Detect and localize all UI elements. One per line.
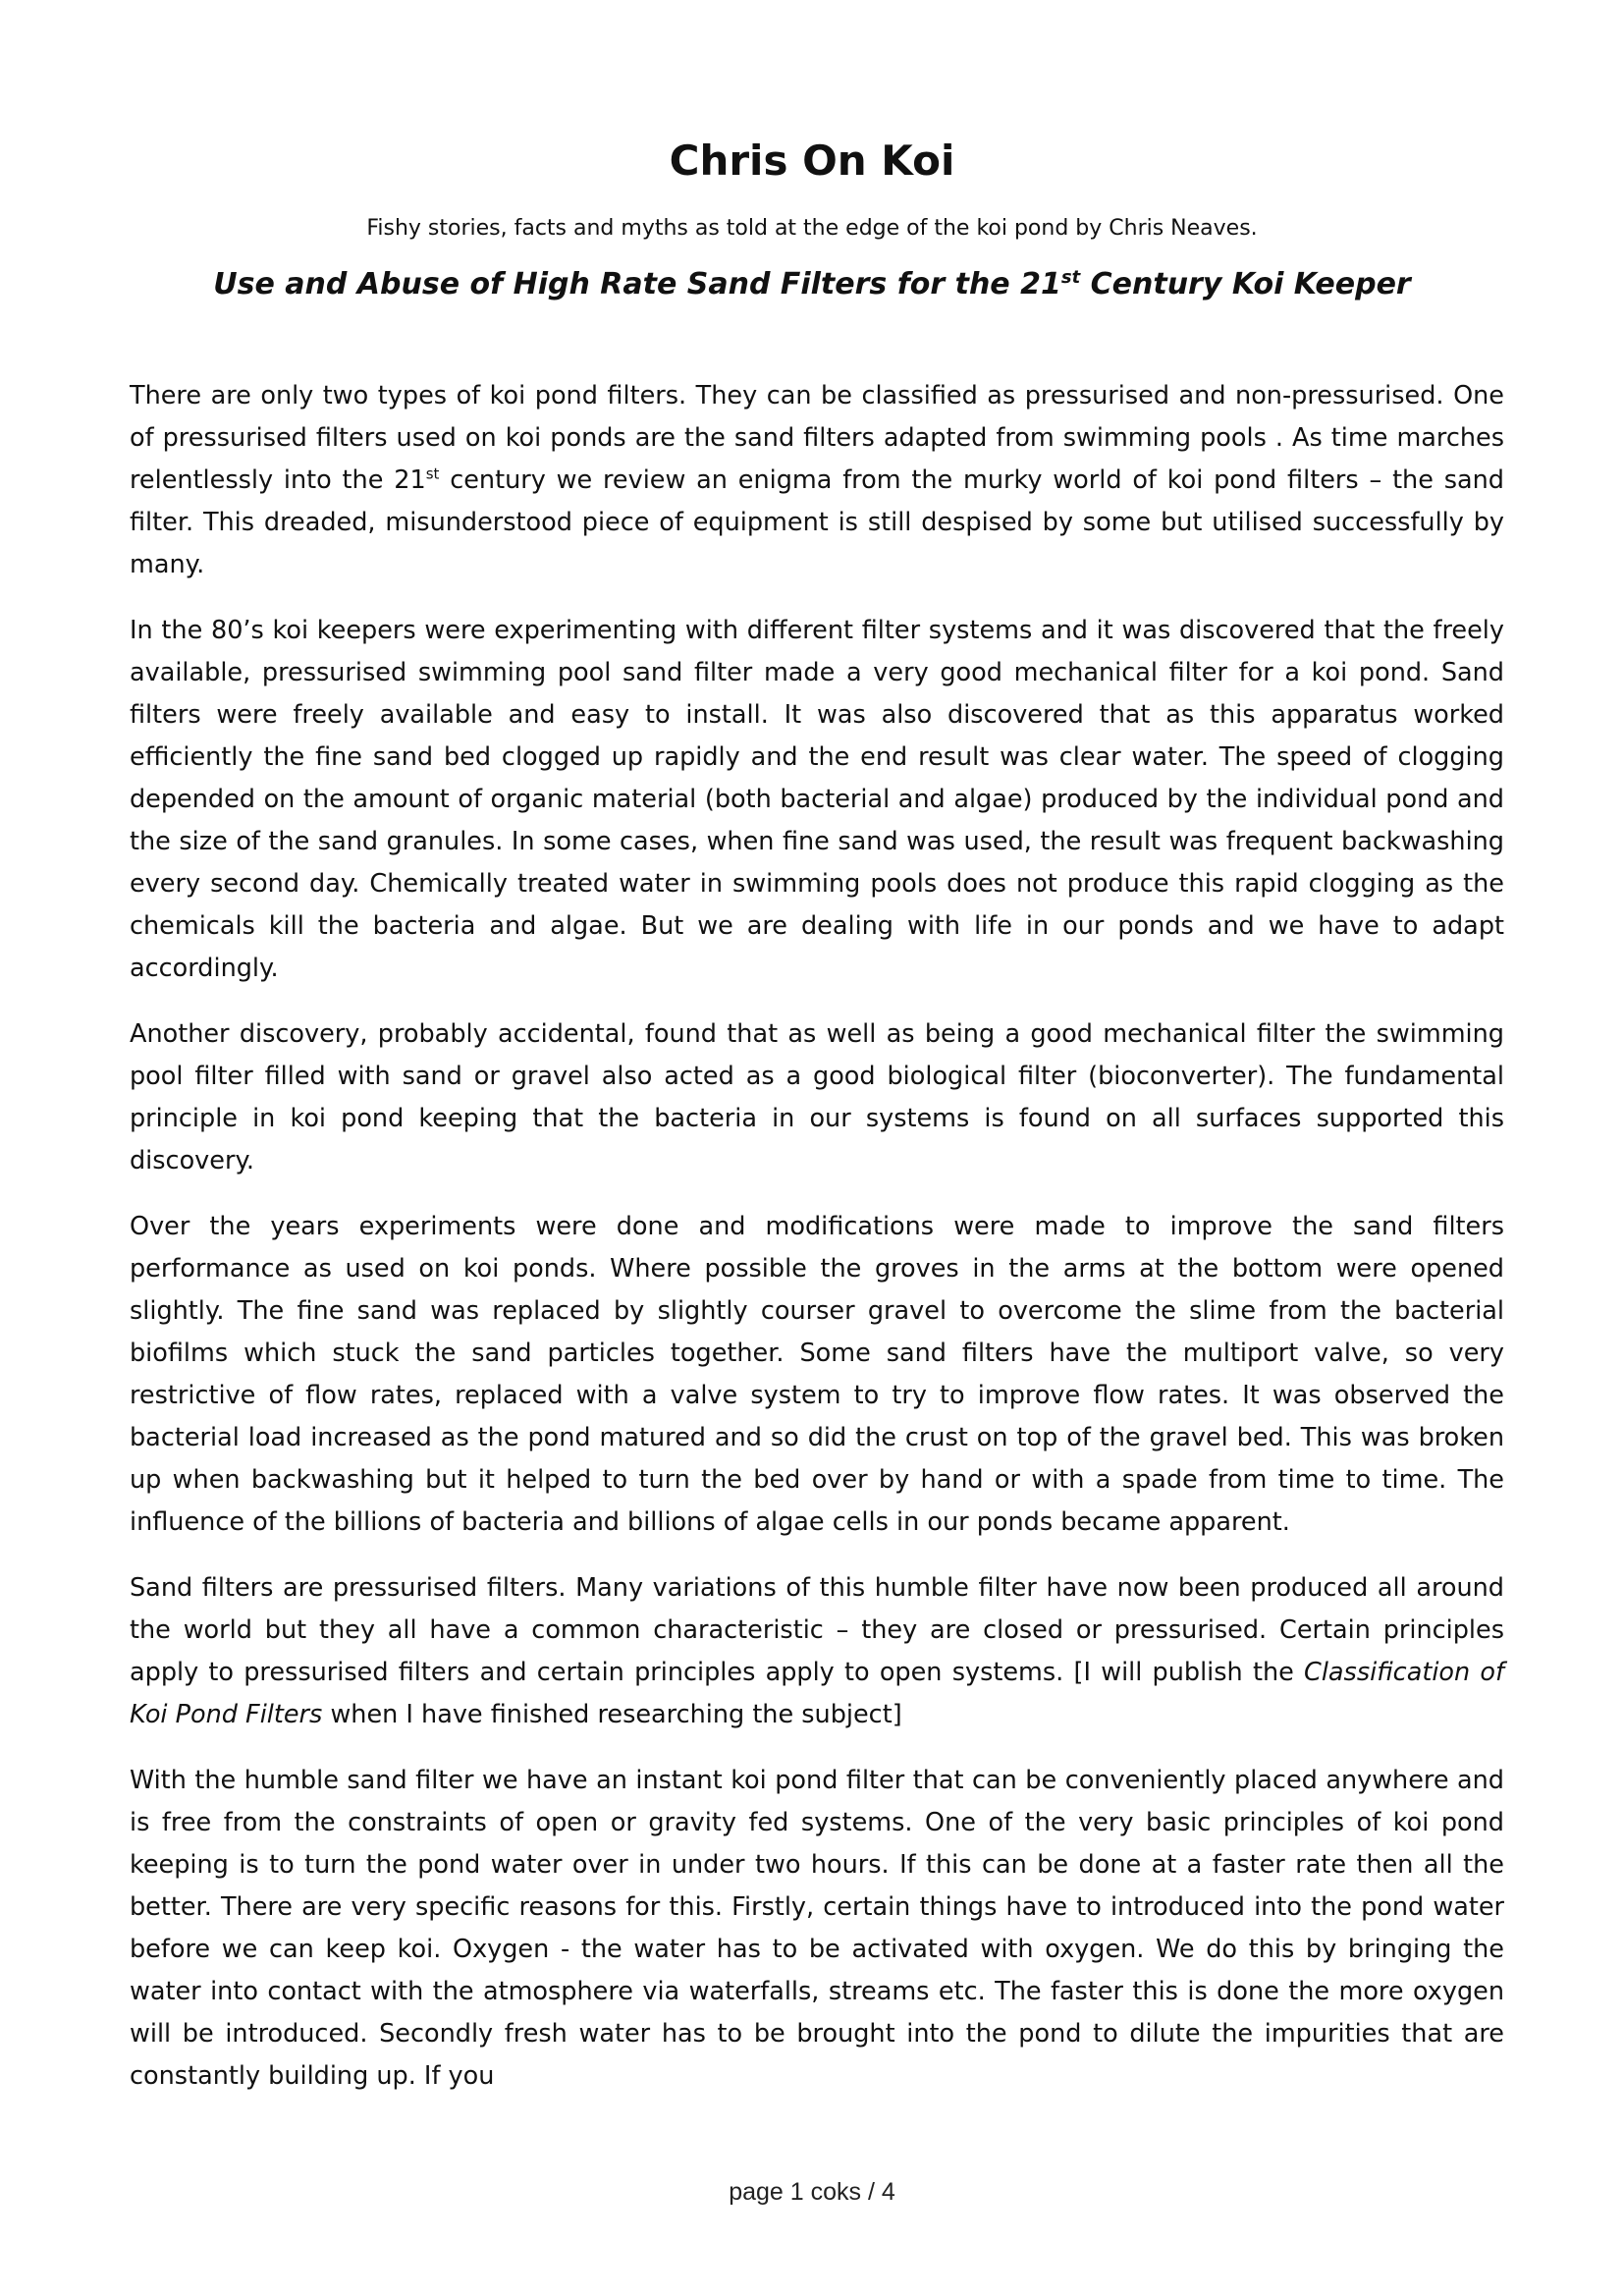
paragraph-5-text-start: Sand filters are pressurised filters. Many variations of this humble filter have now been produced all around the world but they all have a common characteristic – they are closed or pressurised. Certain principles apply to pressurised filters and certain principles apply to open systems. [I will publish the xyxy=(130,1573,1504,1687)
article-title-text-start: Use and Abuse of High Rate Sand Filters for the 21 xyxy=(213,267,1061,301)
paragraph-1 xyxy=(130,375,1504,586)
paragraph-4: Over the years experiments were done and modifications were made to improve the sand filters performance as used on koi ponds. Where possible the groves in the arms at the bottom were opened slightly. The fine sand was replaced by slightly courser gravel to overcome the slime from the bacterial biofilms which stuck the sand particles together. Some sand filters have the multiport valve, so very restrictive of flow rates, replaced with a valve system to try to improve flow rates. It was observed the bacterial load increased as the pond matured and so did the crust on top of the gravel bed. This was broken up when backwashing but it helped to turn the bed over by hand or with a spade from time to time. The influence of the billions of bacteria and billions of algae cells in our ponds became apparent. xyxy=(130,1212,1504,1537)
article-body xyxy=(130,375,1504,2121)
page-title: Chris On Koi xyxy=(669,137,955,185)
article-title-text-end: Century Koi Keeper xyxy=(1080,267,1411,301)
paragraph-5-text-end: when I have finished researching the subject] xyxy=(322,1700,902,1729)
page-subtitle: Fishy stories, facts and myths as told at the edge of the koi pond by Chris Neaves. xyxy=(366,216,1258,241)
paragraph-3: Another discovery, probably accidental, found that as well as being a good mechanical filter the swimming pool filter filled with sand or gravel also acted as a good biological filter (bioconverter). The fundamental principle in koi pond keeping that the bacteria in our systems is found on all surfaces supported this discovery. xyxy=(130,1019,1504,1175)
paragraph-1-text-start: There are only two types of koi pond filters. They can be classified as pressurised and non-pressurised. One of pressurised filters used on koi ponds are the sand filters adapted from swimming pools . As time marches relentlessly into the 21 xyxy=(130,381,1504,495)
article-title-superscript: st xyxy=(1060,267,1081,288)
page-footer: page 1 coks / 4 xyxy=(729,2178,895,2206)
paragraph-5 xyxy=(130,1567,1504,1736)
article-title xyxy=(0,265,1624,304)
paragraph-1-text-end: century we review an enigma from the murky world of koi pond filters – the sand filter. This dreaded, misunderstood piece of equipment is still despised by some but utilised successfully by many. xyxy=(130,465,1504,579)
paragraph-5-italic-title: Classification of Koi Pond Filters xyxy=(130,1658,1504,1729)
paragraph-2: In the 80’s koi keepers were experimenting with different filter systems and it was discovered that the freely available, pressurised swimming pool sand filter made a very good mechanical filter for a koi pond. Sand filters were freely available and easy to install. It was also discovered that as this apparatus worked efficiently the fine sand bed clogged up rapidly and the end result was clear water. The speed of clogging depended on the amount of organic material (both bacterial and algae) produced by the individual pond and the size of the sand granules. In some cases, when fine sand was used, the result was frequent backwashing every second day. Chemically treated water in swimming pools does not produce this rapid clogging as the chemicals kill the bacteria and algae. But we are dealing with life in our ponds and we have to adapt accordingly. xyxy=(130,616,1504,983)
paragraph-6: With the humble sand filter we have an instant koi pond filter that can be conveniently placed anywhere and is free from the constraints of open or gravity fed systems. One of the very basic principles of koi pond keeping is to turn the pond water over in under two hours. If this can be done at a faster rate then all the better. There are very specific reasons for this. Firstly, certain things have to introduced into the pond water before we can keep koi. Oxygen - the water has to be activated with oxygen. We do this by bringing the water into contact with the atmosphere via waterfalls, streams etc. The faster this is done the more oxygen will be introduced. Secondly fresh water has to be brought into the pond to dilute the impurities that are constantly building up. If you xyxy=(130,1766,1504,2091)
paragraph-1-superscript: st xyxy=(425,465,440,483)
